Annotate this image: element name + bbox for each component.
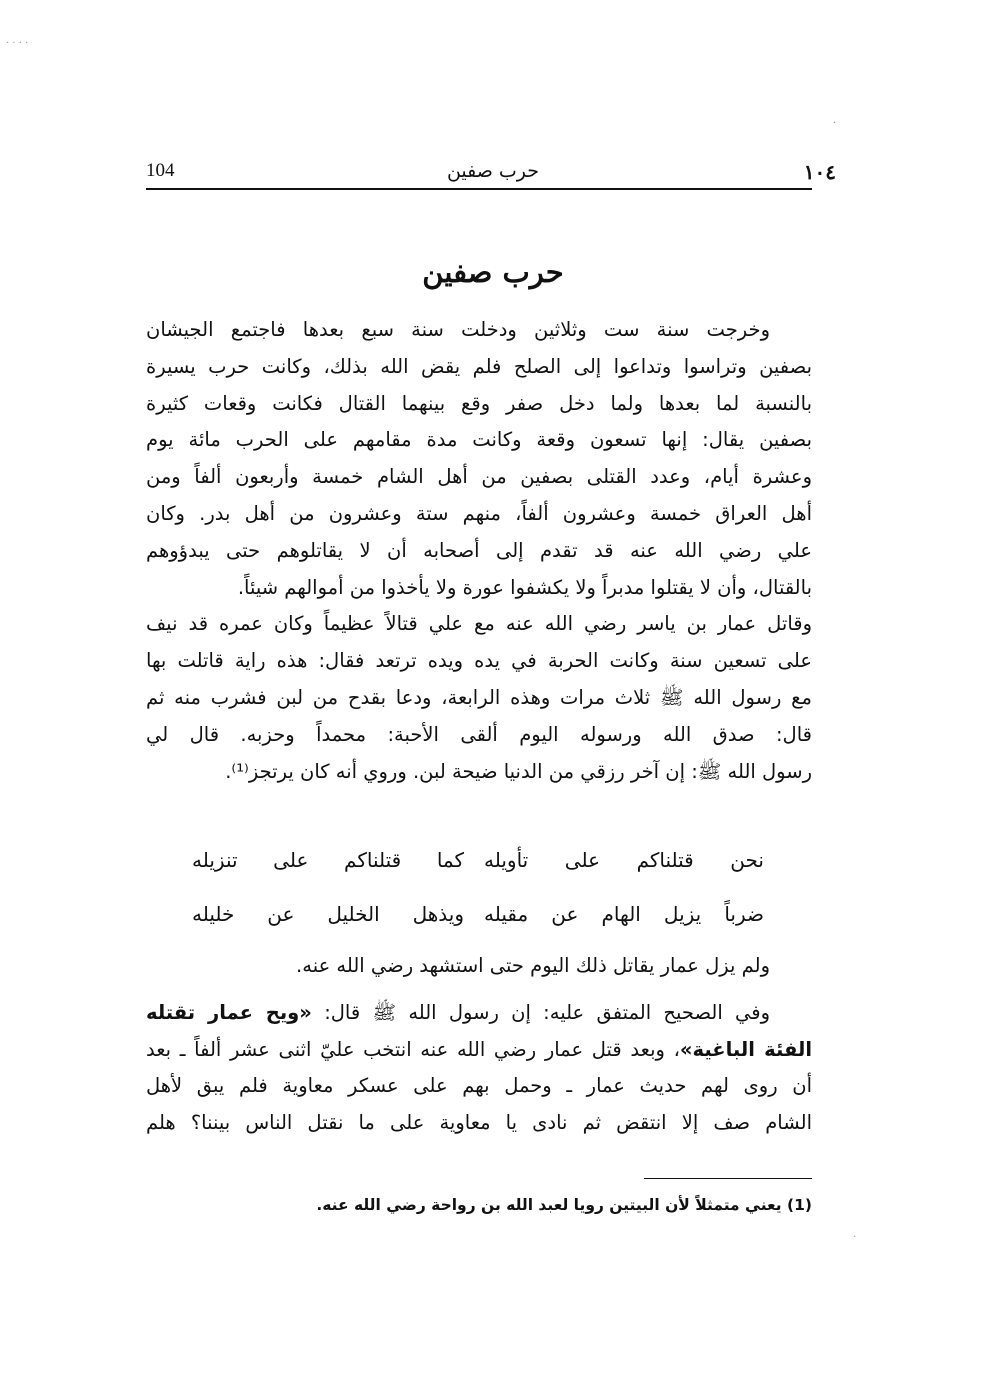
poem-verses — [146, 842, 812, 950]
body-text — [146, 312, 812, 790]
scan-speck: · — [852, 1232, 856, 1243]
footnote: (1) يعني متمثلاً لأن البيتين رويا لعبد الله بن رواحة رضي الله عنه. — [316, 1196, 812, 1214]
text-line: علي رضي الله عنه قد تقدم إلى أصحابه أن لا يقاتلوهم حتى يبدؤوهم — [146, 538, 812, 562]
text-line: بصفين يقال: إنها تسعون وقعة وكانت مدة مقامهم على الحرب مائة يوم — [146, 428, 812, 452]
running-title: حرب صفين — [446, 160, 540, 182]
hadith-quote: الفئة الباغية» — [679, 1037, 812, 1061]
text-line: وخرجت سنة ست وثلاثين ودخلت سنة سبع بعدها فاجتمع الجيشان — [146, 318, 770, 341]
chapter-title: حرب صفين — [422, 255, 564, 289]
text-line: بالنسبة لما بعدها ولما دخل صفر وقع بينهما القتال فكانت وقعات كثيرة — [146, 391, 812, 415]
hadith-quote: «ويح عمار تقتله — [146, 1000, 312, 1024]
verse-hemistich-right: نحن قتلناكم على تأويله — [484, 848, 764, 872]
verse-row — [146, 842, 812, 896]
verse-hemistich-left: ويذهل الخليل عن خليله — [192, 902, 464, 926]
text-run: ، وبعد قتل عمار رضي الله عنه انتخب عليّ اثنى عشر ألفاً ـ بعد — [146, 1037, 680, 1061]
text-line: ولم يزل عمار يقاتل ذلك اليوم حتى استشهد رضي الله عنه. — [296, 954, 770, 977]
text-line: أهل العراق خمسة وعشرون ألفاً، منهم ستة وعشرون من أهل بدر. وكان — [146, 501, 812, 525]
text-line: رسول الله ﷺ: إن آخر رزقي من الدنيا ضيحة لبن. وروي أنه كان يرتجز⁽¹⁾. — [225, 759, 812, 783]
text-line: مع رسول الله ﷺ ثلاث مرات وهذه الرابعة، ودعا بقدح من لبن فشرب منه ثم — [146, 685, 812, 709]
verse-row — [146, 896, 812, 950]
header-rule — [146, 188, 812, 190]
text-run: وفي الصحيح المتفق عليه: إن رسول الله ﷺ قال: — [311, 1000, 771, 1024]
page-number-arabic: ١٠٤ — [803, 160, 836, 184]
text-line — [146, 995, 812, 1032]
verse-hemistich-right: ضرباً يزيل الهام عن مقيله — [484, 902, 764, 926]
page-number-latin: 104 — [146, 160, 175, 181]
verse-hemistich-left: كما قتلناكم على تنزيله — [192, 848, 464, 872]
text-line: وقاتل عمار بن ياسر رضي الله عنه مع علي قتالاً عظيماً وكان عمره قد نيف — [146, 612, 812, 636]
scan-speck: · · · · — [6, 38, 29, 49]
text-line: على تسعين سنة وكانت الحربة في يده ويده ترتعد فقال: هذه راية قاتلت بها — [146, 649, 812, 673]
text-line — [146, 1032, 812, 1069]
text-line: وعشرة أيام، وعدد القتلى بصفين من أهل الشام خمسة وأربعون ألفاً ومن — [146, 465, 812, 489]
scan-speck: · — [832, 118, 836, 129]
text-line: أن روى لهم حديث عمار ـ وحمل بهم على عسكر معاوية فلم يبق لأهل — [146, 1074, 812, 1098]
footnote-rule — [644, 1178, 812, 1179]
body-text-continued — [146, 948, 812, 1142]
text-line: بصفين وتراسوا وتداعوا إلى الصلح فلم يقض الله بذلك، وكانت حرب يسيرة — [146, 354, 812, 378]
text-line: بالقتال، وأن لا يقتلوا مدبراً ولا يكشفوا عورة ولا يأخذوا من أموالهم شيئاً. — [237, 575, 812, 599]
text-line: الشام صف إلا انتقض ثم نادى يا معاوية على ما نقتل الناس بيننا؟ هلم — [146, 1111, 812, 1135]
text-line: قال: صدق الله ورسوله اليوم ألقى الأحبة: محمداً وحزبه. قال لي — [146, 722, 812, 746]
paragraph-gap — [146, 985, 812, 995]
